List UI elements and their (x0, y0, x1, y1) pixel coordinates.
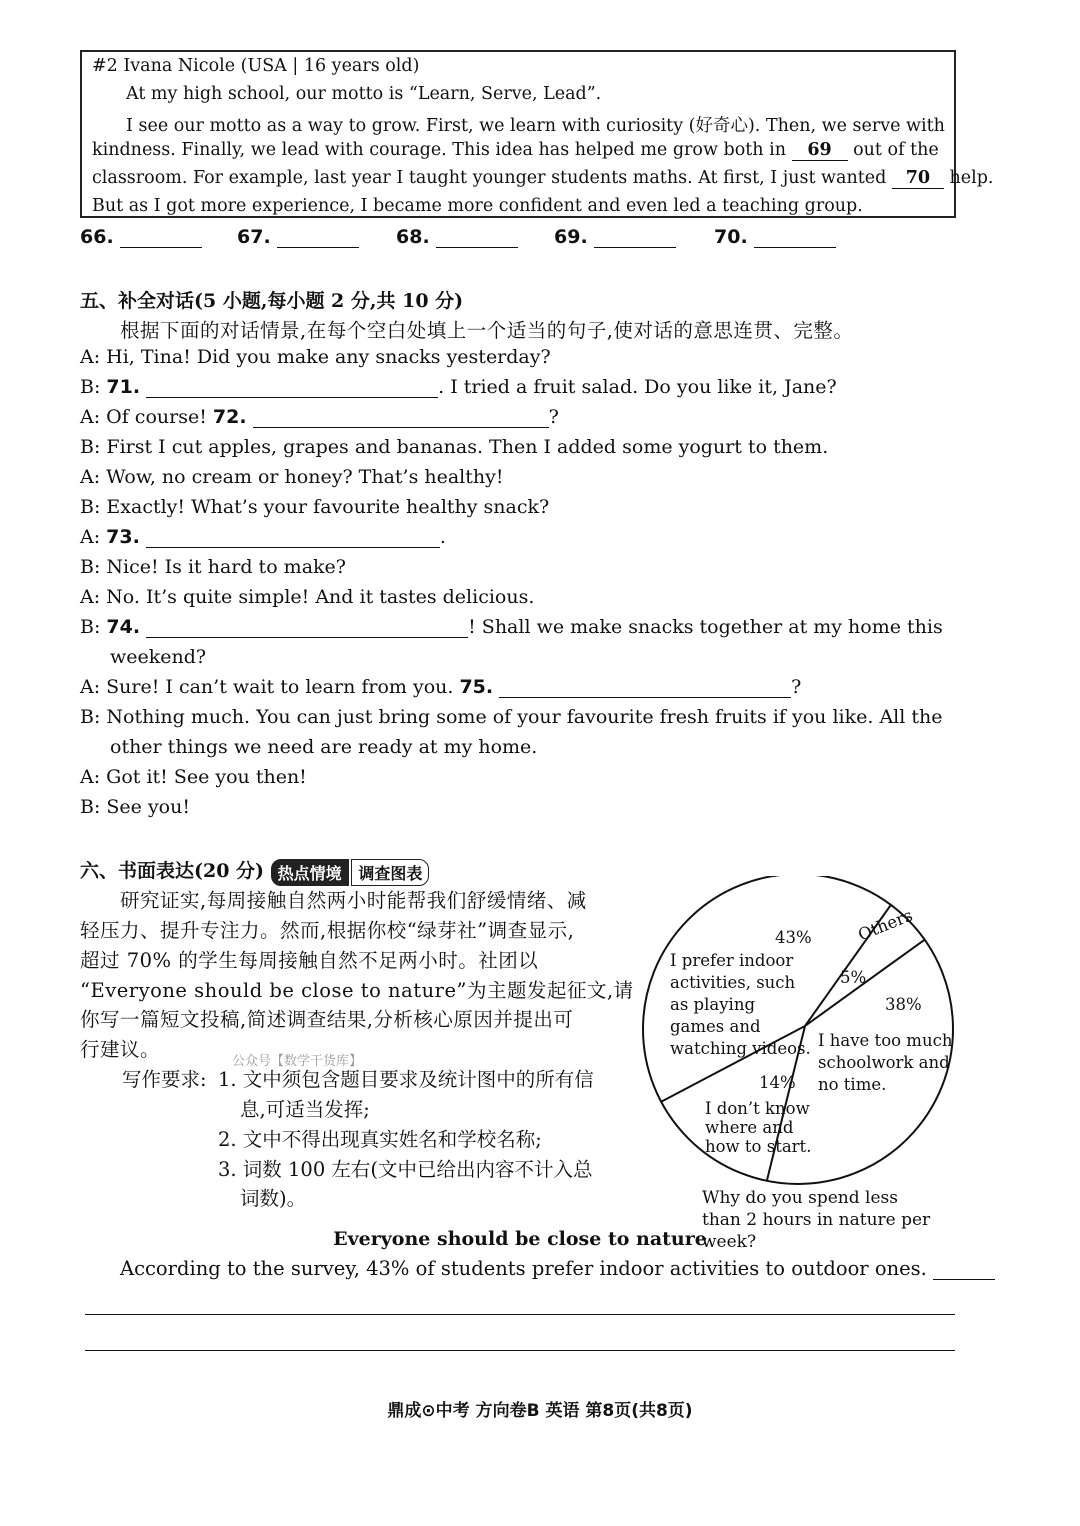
prompt-line: “Everyone should be close to nature”为主题发起征文,请 (80, 979, 634, 1002)
passage-line (92, 140, 939, 161)
answer-68[interactable] (396, 226, 518, 248)
dialogue-line-75 (80, 676, 801, 698)
passage-line (92, 168, 993, 189)
blank-72[interactable] (253, 407, 549, 428)
badge-hot-topic: 热点情境 (271, 859, 349, 886)
writing-line[interactable] (85, 1314, 955, 1315)
passage-text: help. (949, 168, 994, 188)
dialogue-line: B: Nothing much. You can just bring some of your favourite fresh fruits if you like. All the (80, 706, 943, 728)
question-number: 74. (106, 616, 141, 638)
dialogue-text: ! Shall we make snacks together at my home this (468, 616, 943, 638)
writing-line[interactable] (85, 1350, 955, 1351)
section6-heading-row (80, 856, 429, 886)
requirement-3: 3. 词数 100 左右(文中已给出内容不计入总 (218, 1158, 593, 1181)
dialogue-line: B: First I cut apples, grapes and bananas. Then I added some yogurt to them. (80, 436, 829, 458)
dialogue-line: other things we need are ready at my home. (110, 736, 538, 758)
requirement-1: 1. 文中须包含题目要求及统计图中的所有信 (218, 1068, 594, 1091)
slice-value-schoolwork: 38% (885, 995, 922, 1014)
dialogue-text: ? (791, 676, 802, 698)
requirement-2: 2. 文中不得出现真实姓名和学校名称; (218, 1128, 542, 1151)
dialogue-text: A: Sure! I can’t wait to learn from you. (80, 676, 460, 698)
prompt-line: 轻压力、提升专注力。然而,根据你校“绿芽社”调查显示, (80, 919, 575, 942)
watermark: 公众号【数学干货库】 (232, 1054, 363, 1069)
question-number: 73. (106, 526, 140, 548)
answer-67[interactable] (237, 226, 359, 248)
section5-heading: 五、补全对话(5 小题,每小题 2 分,共 10 分) (80, 290, 464, 312)
prompt-line: 超过 70% 的学生每周接触自然不足两小时。社团以 (80, 949, 539, 972)
section5-instruction: 根据下面的对话情景,在每个空白处填上一个适当的句子,使对话的意思连贯、完整。 (120, 319, 854, 342)
dialogue-text: A: Of course! (80, 406, 213, 428)
requirements-label: 写作要求: (122, 1068, 207, 1091)
dialogue-text: ? (548, 406, 559, 428)
speaker: B: (80, 376, 107, 398)
passage-text: classroom. For example, last year I taught younger students maths. At first, I just wanted (92, 168, 887, 188)
essay-start (120, 1257, 995, 1280)
section6-heading: 六、书面表达(20 分) (80, 860, 265, 882)
question-number: 72. (212, 406, 247, 428)
answer-number: 68. (396, 226, 430, 248)
blank-70: 70 (892, 168, 944, 189)
answer-line[interactable] (120, 227, 202, 248)
page-footer: 鼎成⊙中考 方向卷B 英语 第8页(共8页) (387, 1401, 693, 1421)
answer-line[interactable] (754, 227, 836, 248)
passage-header: #2 Ivana Nicole (USA | 16 years old) (92, 56, 420, 76)
question-number: 71. (106, 376, 141, 398)
dialogue-line: A: Got it! See you then! (80, 766, 307, 788)
answer-70[interactable] (714, 226, 836, 248)
dialogue-line: A: Hi, Tina! Did you make any snacks yesterday? (80, 346, 551, 368)
answer-line[interactable] (594, 227, 676, 248)
badge-survey-chart: 调查图表 (351, 859, 429, 886)
dialogue-text: . I tried a fruit salad. Do you like it, Jane? (438, 376, 837, 398)
answer-66[interactable] (80, 226, 202, 248)
answer-number: 70. (714, 226, 748, 248)
passage-text: kindness. Finally, we lead with courage. This idea has helped me grow both in (92, 140, 786, 160)
dialogue-line: A: No. It’s quite simple! And it tastes delicious. (80, 586, 535, 608)
slice-value-others: 5% (840, 968, 867, 987)
dialogue-line: B: See you! (80, 796, 190, 818)
slice-value-indoor: 43% (775, 928, 812, 947)
answer-line[interactable] (277, 227, 359, 248)
slice-value-start: 14% (759, 1073, 796, 1092)
passage-line: I see our motto as a way to grow. First, we learn with curiosity (好奇心). Then, we serve with (126, 116, 945, 136)
prompt-line: 你写一篇短文投稿,简述调查结果,分析核心原因并提出可 (80, 1008, 574, 1031)
dialogue-line: B: Exactly! What’s your favourite healthy snack? (80, 496, 550, 518)
blank-74[interactable] (146, 617, 468, 638)
dialogue-line: A: Wow, no cream or honey? That’s healthy! (80, 466, 504, 488)
chart-caption: Why do you spend less than 2 hours in nature per week? (702, 1188, 931, 1252)
requirement-3-cont: 词数)。 (240, 1187, 307, 1210)
essay-opening-sentence: According to the survey, 43% of students prefer indoor activities to outdoor ones. (120, 1257, 927, 1280)
slice-label-indoor: I prefer indoor activities, such as playing games and watching videos. (670, 951, 811, 1058)
blank-73[interactable] (146, 527, 440, 548)
dialogue-line: B: Nice! Is it hard to make? (80, 556, 346, 578)
answer-number: 66. (80, 226, 114, 248)
answer-number: 69. (554, 226, 588, 248)
dialogue-line: weekend? (110, 646, 207, 668)
answer-69[interactable] (554, 226, 676, 248)
answer-line[interactable] (436, 227, 518, 248)
speaker: A: (80, 526, 107, 548)
dialogue-text: . (439, 526, 446, 548)
dialogue-line-74 (80, 616, 943, 638)
dialogue-line-73 (80, 526, 446, 548)
essay-blank[interactable] (933, 1259, 995, 1280)
dialogue-line-71 (80, 376, 837, 398)
passage-line: At my high school, our motto is “Learn, Serve, Lead”. (126, 84, 602, 104)
blank-69: 69 (792, 140, 848, 161)
speaker: B: (80, 616, 107, 638)
requirement-1-cont: 息,可适当发挥; (240, 1098, 370, 1121)
answer-number: 67. (237, 226, 271, 248)
dialogue-line-72 (80, 406, 559, 428)
prompt-line: 行建议。 (80, 1038, 161, 1061)
essay-title: Everyone should be close to nature (333, 1228, 707, 1250)
slice-label-others: Others (855, 905, 916, 945)
passage-box (80, 50, 994, 218)
question-number: 75. (459, 676, 494, 698)
slice-label-schoolwork: I have too much schoolwork and no time. (818, 1031, 953, 1094)
blank-71[interactable] (146, 377, 438, 398)
passage-text: out of the (853, 140, 939, 160)
slice-label-start: I don’t know where and how to start. (705, 1099, 812, 1156)
prompt-line: 研究证实,每周接触自然两小时能帮我们舒缓情绪、减 (120, 889, 587, 912)
passage-line: But as I got more experience, I became more confident and even led a teaching group. (92, 196, 863, 216)
blank-75[interactable] (499, 677, 791, 698)
